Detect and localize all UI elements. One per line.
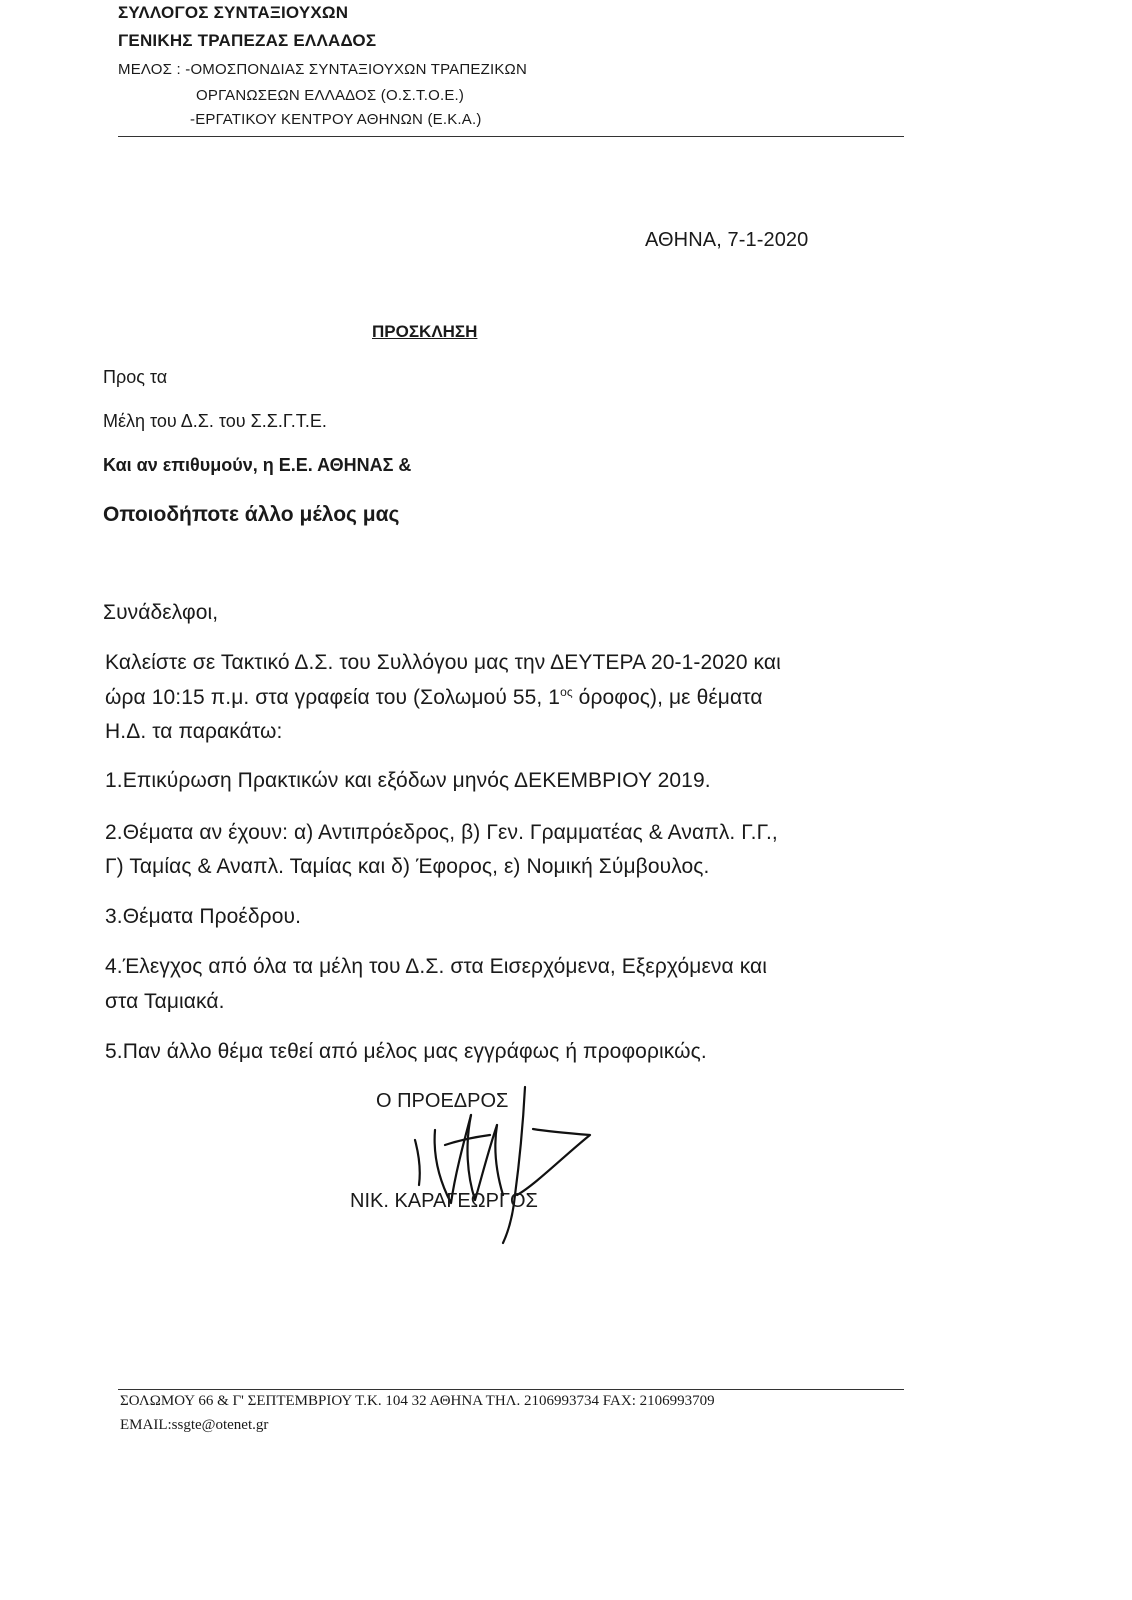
ordinal-superscript: ος bbox=[560, 685, 573, 699]
membership-line: ΜΕΛΟΣ : -ΟΜΟΣΠΟΝΔΙΑΣ ΣΥΝΤΑΞΙΟΥΧΩΝ ΤΡΑΠΕΖΙΚΩΝ bbox=[118, 61, 528, 78]
membership-line-eka: -ΕΡΓΑΤΙΚΟΥ ΚΕΝΤΡΟΥ ΑΘΗΝΩΝ (Ε.Κ.Α.) bbox=[190, 111, 482, 128]
signatory-name: ΝΙΚ. ΚΑΡΑΓΕΩΡΓΟΣ bbox=[350, 1190, 538, 1212]
recipients-to: Προς τα bbox=[103, 367, 168, 387]
agenda-item-2-line2: Γ) Ταμίας & Αναπλ. Ταμίας και δ) Έφορος, ε) Νομική Σύμβουλος. bbox=[105, 855, 710, 878]
org-name-line1: ΣΥΛΛΟΓΟΣ ΣΥΝΤΑΞΙΟΥΧΩΝ bbox=[118, 3, 349, 22]
agenda-item-3: 3.Θέματα Προέδρου. bbox=[105, 905, 302, 928]
intro-line2 bbox=[105, 685, 763, 710]
handwritten-signature bbox=[405, 1085, 605, 1245]
header-divider bbox=[118, 136, 904, 137]
intro-line2-start: ώρα 10:15 π.μ. στα γραφεία του (Σολωμού 55, 1 bbox=[105, 686, 561, 709]
footer-address: ΣΟΛΩΜΟΥ 66 & Γ' ΣΕΠΤΕΜΒΡΙΟΥ Τ.Κ. 104 32 ΑΘΗΝΑ ΤΗΛ. 2106993734 FAX: 2106993709 bbox=[120, 1393, 715, 1409]
recipients-members: Μέλη του Δ.Σ. του Σ.Σ.Γ.Τ.Ε. bbox=[103, 411, 327, 431]
letter-title: ΠΡΟΣΚΛΗΣΗ bbox=[372, 322, 478, 341]
letter-date: ΑΘΗΝΑ, 7-1-2020 bbox=[645, 229, 809, 251]
footer-divider bbox=[118, 1389, 904, 1390]
agenda-item-2-line1: 2.Θέματα αν έχουν: α) Αντιπρόεδρος, β) Γεν. Γραμματέας & Αναπλ. Γ.Γ., bbox=[105, 821, 778, 844]
signature-role: Ο ΠΡΟΕΔΡΟΣ bbox=[376, 1090, 509, 1112]
intro-line2-end: όροφος), με θέματα bbox=[572, 686, 763, 709]
recipients-also: Και αν επιθυμούν, η Ε.Ε. ΑΘΗΝΑΣ & bbox=[103, 455, 412, 475]
footer-email: EMAIL:ssgte@otenet.gr bbox=[120, 1417, 269, 1433]
intro-line1: Καλείστε σε Τακτικό Δ.Σ. του Συλλόγου μας την ΔΕΥΤΕΡΑ 20-1-2020 και bbox=[105, 651, 781, 674]
agenda-item-1: 1.Επικύρωση Πρακτικών και εξόδων μηνός ΔΕΚΕΜΒΡΙΟΥ 2019. bbox=[105, 769, 711, 792]
membership-line-ostoe: ΟΡΓΑΝΩΣΕΩΝ ΕΛΛΑΔΟΣ (Ο.Σ.Τ.Ο.Ε.) bbox=[196, 87, 465, 104]
greeting: Συνάδελφοι, bbox=[103, 601, 219, 624]
agenda-item-4-line2: στα Ταμιακά. bbox=[105, 990, 225, 1013]
agenda-item-5: 5.Παν άλλο θέμα τεθεί από μέλος μας εγγράφως ή προφορικώς. bbox=[105, 1040, 707, 1063]
org-name-line2: ΓΕΝΙΚΗΣ ΤΡΑΠΕΖΑΣ ΕΛΛΑΔΟΣ bbox=[118, 31, 377, 50]
recipients-any-member: Οποιοδήποτε άλλο μέλος μας bbox=[103, 503, 400, 526]
intro-line3: Η.Δ. τα παρακάτω: bbox=[105, 720, 283, 743]
agenda-item-4-line1: 4.Έλεγχος από όλα τα μέλη του Δ.Σ. στα Εισερχόμενα, Εξερχόμενα και bbox=[105, 955, 768, 978]
